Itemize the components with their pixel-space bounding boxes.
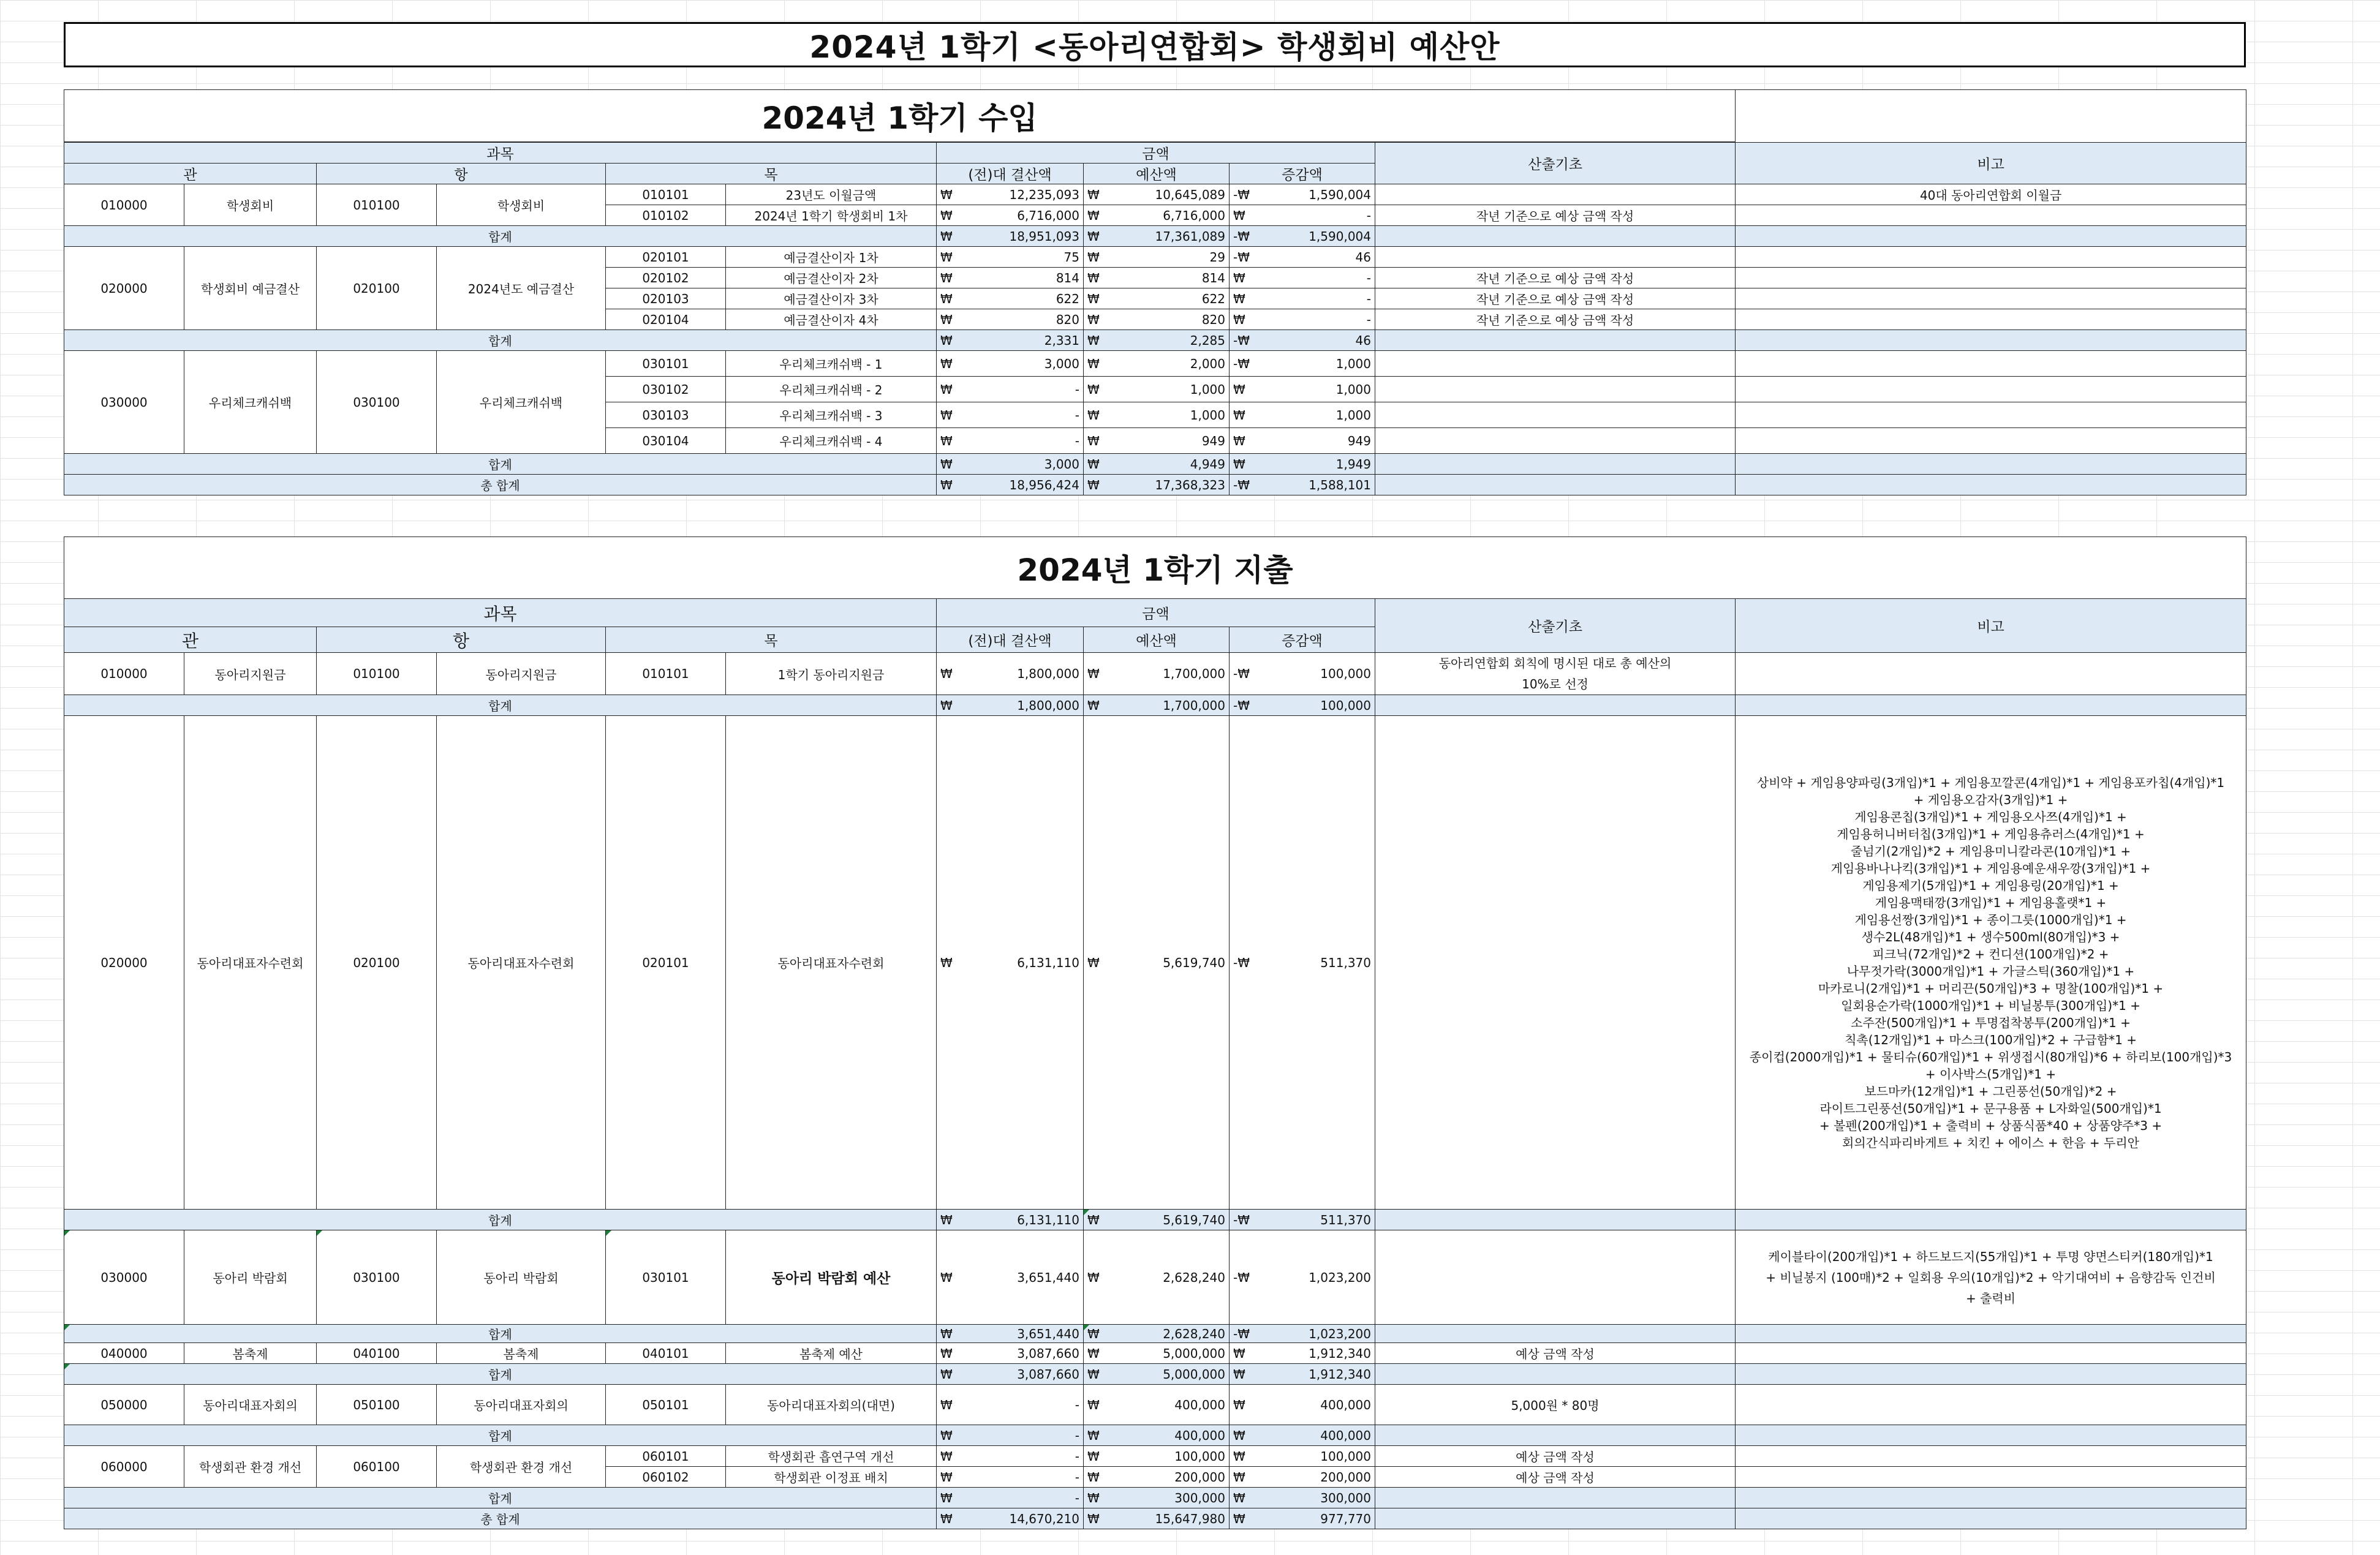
header-prev: (전)대 결산액 (937, 164, 1084, 184)
hang-name: 동아리대표자수련회 (437, 716, 606, 1210)
prev-amount: ₩ - (937, 402, 1084, 428)
budget-amount: ₩ 820 (1084, 309, 1230, 330)
subtotal-row (64, 454, 2246, 475)
basis: 작년 기준으로 예상 금액 작성 (1375, 268, 1736, 288)
subtotal-row: 합계 ₩ 3,087,660 ₩ 5,000,000 ₩ 1,912,340 (64, 1364, 2246, 1385)
mok-code: 010101 (606, 184, 726, 205)
gwan-name: 학생회비 예금결산 (184, 247, 317, 330)
prev-amount: ₩ 75 (937, 247, 1084, 268)
remark-line: 칙촉(12개입)*1 + 마스크(100개입)*2 + 구급함*1 + (1845, 1032, 2137, 1047)
gwan-name: 학생회비 (184, 184, 317, 226)
mok-code: 060101 (606, 1446, 726, 1467)
mok-name: 동아리대표자회의(대면) (726, 1385, 937, 1425)
table-row (64, 653, 2246, 695)
prev-amount: ₩ 1,800,000 (937, 653, 1084, 695)
remark-line: 라이트그린풍선(50개입)*1 + 문구용품 + L자화일(500개입)*1 (1819, 1101, 2162, 1116)
remark-line: 회의간식파리바게트 + 치킨 + 에이스 + 한음 + 두리안 (1842, 1135, 2140, 1150)
header-hang: 항 (317, 164, 606, 184)
budget-amount: ₩ 400,000 (1084, 1385, 1230, 1425)
gwan-name: 동아리지원금 (184, 653, 317, 695)
remark-line: 게임용바나나킥(3개입)*1 + 게임용예운새우깡(3개입)*1 + (1830, 860, 2151, 876)
mok-name: 우리체크캐쉬백 - 1 (726, 351, 937, 377)
budget-amount: ₩ 949 (1084, 428, 1230, 454)
budget-amount: ₩ 6,716,000 (1084, 205, 1230, 226)
gwan-name: 봄축제 (184, 1343, 317, 1364)
remark: 40대 동아리연합회 이월금 (1736, 184, 2246, 205)
table-row (64, 1385, 2246, 1425)
basis: 동아리연합회 회칙에 명시된 대로 총 예산의 10%로 선정 (1375, 653, 1736, 695)
header-basis: 산출기초 (1375, 143, 1736, 184)
header-gwan: 관 (64, 627, 317, 653)
mok-code: 010101 (606, 653, 726, 695)
remark-line: 나무젓가락(3000개입)*1 + 가글스틱(360개입)*1 + (1846, 963, 2135, 979)
diff-amount: -₩ 511,370 (1230, 716, 1375, 1210)
budget-amount: ₩ 2,000 (1084, 351, 1230, 377)
diff-amount: ₩ 949 (1230, 428, 1375, 454)
hang-code: 010100 (317, 653, 437, 695)
diff-amount: -₩ 1,588,101 (1230, 475, 1375, 495)
header-gwan: 관 (64, 164, 317, 184)
subtotal-label: 합계 (64, 226, 937, 247)
subtotal-label: 합계 (64, 330, 937, 351)
hang-code: 050100 (317, 1385, 437, 1425)
budget-amount: ₩ 1,000 (1084, 377, 1230, 402)
remark (1736, 428, 2246, 454)
hang-code: 060100 (317, 1446, 437, 1488)
hang-name: 우리체크캐쉬백 (437, 351, 606, 454)
diff-amount: -₩ 1,000 (1230, 351, 1375, 377)
diff-amount: -₩ 46 (1230, 247, 1375, 268)
basis (1375, 184, 1736, 205)
table-row (64, 716, 2246, 1210)
mok-name: 동아리대표자수련회 (726, 716, 937, 1210)
prev-amount: ₩ 814 (937, 268, 1084, 288)
expense-table (64, 537, 2246, 1529)
expense-title: 2024년 1학기 지출 (64, 537, 2246, 599)
basis: 예상 금액 작성 (1375, 1446, 1736, 1467)
header-budget: 예산액 (1084, 164, 1230, 184)
basis (1375, 377, 1736, 402)
mok-name: 우리체크캐쉬백 - 3 (726, 402, 937, 428)
remark-line: 케이블타이(200개입)*1 + 하드보드지(55개입)*1 + 투명 양면스티커(180개입)*1 (1768, 1249, 2213, 1264)
grand-total-row: 총 합계 ₩ 14,670,210 ₩ 15,647,980 ₩ 977,770 (64, 1508, 2246, 1529)
budget-amount: ₩ 1,700,000 (1084, 653, 1230, 695)
table-row (64, 247, 2246, 268)
prev-amount: ₩ 12,235,093 (937, 184, 1084, 205)
hang-code: 010100 (317, 184, 437, 226)
mok-name: 우리체크캐쉬백 - 2 (726, 377, 937, 402)
remark-line: + 볼펜(200개입)*1 + 출력비 + 상품식품*40 + 상품양주*3 + (1819, 1118, 2163, 1133)
diff-amount: -₩ 46 (1230, 330, 1375, 351)
mok-code: 060102 (606, 1467, 726, 1488)
diff-amount: ₩ - (1230, 288, 1375, 309)
diff-amount: ₩ 1,000 (1230, 377, 1375, 402)
hang-name: 동아리대표자회의 (437, 1385, 606, 1425)
diff-amount: ₩ - (1230, 205, 1375, 226)
remark-line: 게임용콘칩(3개입)*1 + 게임용오사쯔(4개입)*1 + (1854, 809, 2127, 824)
prev-amount: ₩ 3,087,660 (937, 1343, 1084, 1364)
remark-line: + 이사박스(5개입)*1 + (1925, 1066, 2057, 1082)
subtotal-row (64, 330, 2246, 351)
remark (1736, 309, 2246, 330)
header-hang: 항 (317, 627, 606, 653)
budget-amount: ₩ 200,000 (1084, 1467, 1230, 1488)
remark-line: 게임용맥태깡(3개입)*1 + 게임용홀랫*1 + (1875, 895, 2107, 910)
prev-amount: ₩ 820 (937, 309, 1084, 330)
basis: 예상 금액 작성 (1375, 1343, 1736, 1364)
prev-amount: ₩ 3,000 (937, 351, 1084, 377)
header-mok: 목 (606, 164, 937, 184)
subtotal-row: 합계 ₩ - ₩ 400,000 ₩ 400,000 (64, 1425, 2246, 1446)
prev-amount: ₩ 18,956,424 (937, 475, 1084, 495)
prev-amount: ₩ - (937, 1385, 1084, 1425)
mok-code: 030101 (606, 1230, 726, 1325)
prev-amount: ₩ - (937, 377, 1084, 402)
gwan-code: 010000 (64, 184, 184, 226)
income-title: 2024년 1학기 수입 (64, 90, 1736, 142)
mok-name: 우리체크캐쉬백 - 4 (726, 428, 937, 454)
budget-amount: ₩ 10,645,089 (1084, 184, 1230, 205)
subtotal-row: 합계 ₩ 3,651,440 ₩ 2,628,240 -₩ 1,023,200 (64, 1325, 2246, 1343)
hang-name: 동아리지원금 (437, 653, 606, 695)
gwan-name: 동아리대표자회의 (184, 1385, 317, 1425)
basis: 5,000원 * 80명 (1375, 1385, 1736, 1425)
header-remark: 비고 (1736, 599, 2246, 653)
gwan-code: 020000 (64, 716, 184, 1210)
mok-code: 030101 (606, 351, 726, 377)
remark (1736, 402, 2246, 428)
diff-amount: ₩ 1,949 (1230, 454, 1375, 475)
header-subject: 과목 (64, 599, 937, 627)
header-diff: 증감액 (1230, 164, 1375, 184)
remark-line: 피크닉(72개입)*2 + 컨디션(100개입)*2 + (1872, 946, 2109, 962)
prev-amount: ₩ 18,951,093 (937, 226, 1084, 247)
hang-code: 030100 (317, 351, 437, 454)
gwan-code: 010000 (64, 653, 184, 695)
diff-amount: -₩ 1,590,004 (1230, 226, 1375, 247)
diff-amount: ₩ - (1230, 309, 1375, 330)
budget-amount: ₩ 17,368,323 (1084, 475, 1230, 495)
remark-line: 보드마카(12개입)*1 + 그린풍선(50개입)*2 + (1864, 1083, 2117, 1099)
remark-line: 게임용제기(5개입)*1 + 게임용링(20개입)*1 + (1862, 878, 2119, 893)
remark (1736, 205, 2246, 226)
diff-amount: -₩ 1,590,004 (1230, 184, 1375, 205)
remark-line: 줄넘기(2개입)*2 + 게임용미니칼라콘(10개입)*1 + (1850, 843, 2131, 859)
mok-name: 동아리 박람회 예산 (726, 1230, 937, 1325)
income-table (64, 89, 2246, 495)
table-row (64, 1446, 2246, 1467)
remark-line: 종이컵(2000개입)*1 + 물티슈(60개입)*1 + 위생접시(80개입)*6 + 하리보(100개입)*3 (1749, 1049, 2232, 1064)
header-mok: 목 (606, 627, 937, 653)
gwan-code: 040000 (64, 1343, 184, 1364)
hang-code: 030100 (317, 1230, 437, 1325)
budget-amount: ₩ 4,949 (1084, 454, 1230, 475)
gwan-name: 학생회관 환경 개선 (184, 1446, 317, 1488)
diff-amount: -₩ 1,023,200 (1230, 1230, 1375, 1325)
prev-amount: ₩ - (937, 1467, 1084, 1488)
remark-line: 마카로니(2개입)*1 + 머리끈(50개입)*3 + 명찰(100개입)*1 + (1818, 981, 2164, 996)
subtotal-row: 합계 ₩ 6,131,110 ₩ 5,619,740 -₩ 511,370 (64, 1210, 2246, 1230)
diff-amount: ₩ 1,000 (1230, 402, 1375, 428)
gwan-code: 050000 (64, 1385, 184, 1425)
mok-name: 예금결산이자 1차 (726, 247, 937, 268)
remark-itemized (1736, 716, 2246, 1210)
remark-line: + 출력비 (1965, 1290, 2016, 1306)
header-budget: 예산액 (1084, 627, 1230, 653)
basis (1375, 247, 1736, 268)
remark (1736, 247, 2246, 268)
remark (1736, 351, 2246, 377)
table-row (64, 351, 2246, 377)
mok-name: 2024년 1학기 학생회비 1차 (726, 205, 937, 226)
mok-name: 예금결산이자 2차 (726, 268, 937, 288)
remark-line: + 비닐봉지 (100매)*2 + 일회용 우의(10개입)*2 + 악기대여비 + 음향감독 인건비 (1766, 1270, 2216, 1285)
hang-code: 020100 (317, 247, 437, 330)
budget-amount: ₩ 2,285 (1084, 330, 1230, 351)
subtotal-label: 합계 (64, 454, 937, 475)
diff-amount: ₩ - (1230, 268, 1375, 288)
hang-name: 2024년도 예금결산 (437, 247, 606, 330)
remark-line: 게임용선짱(3개입)*1 + 종이그릇(1000개입)*1 + (1854, 912, 2127, 927)
remark (1736, 377, 2246, 402)
mok-code: 020104 (606, 309, 726, 330)
prev-amount: ₩ 6,716,000 (937, 205, 1084, 226)
mok-code: 030103 (606, 402, 726, 428)
grand-total-row (64, 475, 2246, 495)
remark-line: 생수2L(48개입)*1 + 생수500ml(80개입)*3 + (1861, 929, 2120, 944)
hang-name: 동아리 박람회 (437, 1230, 606, 1325)
hang-code: 040100 (317, 1343, 437, 1364)
subtotal-row: 합계 ₩ - ₩ 300,000 ₩ 300,000 (64, 1488, 2246, 1508)
remark-line: 게임용허니버터칩(3개입)*1 + 게임용츄러스(4개입)*1 + (1837, 826, 2145, 842)
table-row (64, 1343, 2246, 1364)
mok-name: 예금결산이자 4차 (726, 309, 937, 330)
budget-amount: ₩ 622 (1084, 288, 1230, 309)
prev-amount: ₩ 3,000 (937, 454, 1084, 475)
diff-amount: ₩ 200,000 (1230, 1467, 1375, 1488)
budget-amount: ₩ 5,619,740 (1084, 716, 1230, 1210)
subtotal-row (64, 226, 2246, 247)
mok-name: 봄축제 예산 (726, 1343, 937, 1364)
basis: 작년 기준으로 예상 금액 작성 (1375, 288, 1736, 309)
remark (1736, 268, 2246, 288)
diff-amount: ₩ 400,000 (1230, 1385, 1375, 1425)
hang-name: 학생회관 환경 개선 (437, 1446, 606, 1488)
budget-amount: ₩ 2,628,240 (1084, 1230, 1230, 1325)
header-subject: 과목 (64, 143, 937, 164)
mok-name: 1학기 동아리지원금 (726, 653, 937, 695)
main-title: 2024년 1학기 <동아리연합회> 학생회비 예산안 (64, 22, 2246, 67)
budget-amount: ₩ 1,000 (1084, 402, 1230, 428)
remark-line: + 게임용오감자(3개입)*1 + (1913, 792, 2068, 807)
remark-line: 일회용순가락(1000개입)*1 + 비닐봉투(300개입)*1 + (1841, 998, 2140, 1013)
table-row (64, 1230, 2246, 1325)
budget-amount: ₩ 5,000,000 (1084, 1343, 1230, 1364)
mok-code: 050101 (606, 1385, 726, 1425)
diff-amount: ₩ 100,000 (1230, 1446, 1375, 1467)
prev-amount: ₩ 3,651,440 (937, 1230, 1084, 1325)
gwan-code: 060000 (64, 1446, 184, 1488)
remark-line: 소주잔(500개입)*1 + 투명접착봉투(200개입)*1 + (1851, 1015, 2131, 1030)
gwan-code: 020000 (64, 247, 184, 330)
remark-line: 상비약 + 게임용양파링(3개입)*1 + 게임용꼬깔콘(4개입)*1 + 게임용포카칩(4개입)*1 (1756, 775, 2225, 790)
hang-name: 봄축제 (437, 1343, 606, 1364)
mok-code: 030102 (606, 377, 726, 402)
budget-amount: ₩ 100,000 (1084, 1446, 1230, 1467)
basis (1375, 351, 1736, 377)
prev-amount: ₩ - (937, 428, 1084, 454)
header-diff: 증감액 (1230, 627, 1375, 653)
hang-name: 학생회비 (437, 184, 606, 226)
mok-code: 010102 (606, 205, 726, 226)
basis: 작년 기준으로 예상 금액 작성 (1375, 309, 1736, 330)
remark (1736, 288, 2246, 309)
mok-code: 030104 (606, 428, 726, 454)
mok-name: 예금결산이자 3차 (726, 288, 937, 309)
mok-code: 020102 (606, 268, 726, 288)
mok-code: 040101 (606, 1343, 726, 1364)
mok-name: 학생회관 이정표 배치 (726, 1467, 937, 1488)
gwan-name: 우리체크캐쉬백 (184, 351, 317, 454)
gwan-code: 030000 (64, 1230, 184, 1325)
mok-name: 23년도 이월금액 (726, 184, 937, 205)
header-basis: 산출기초 (1375, 599, 1736, 653)
diff-amount: -₩ 100,000 (1230, 653, 1375, 695)
grand-total-label: 총 합계 (64, 475, 937, 495)
budget-amount: ₩ 29 (1084, 247, 1230, 268)
gwan-name: 동아리 박람회 (184, 1230, 317, 1325)
basis (1375, 428, 1736, 454)
mok-code: 020103 (606, 288, 726, 309)
mok-code: 020101 (606, 247, 726, 268)
prev-amount: ₩ 2,331 (937, 330, 1084, 351)
remark-itemized (1736, 1230, 2246, 1325)
budget-amount: ₩ 17,361,089 (1084, 226, 1230, 247)
budget-amount: ₩ 814 (1084, 268, 1230, 288)
prev-amount: ₩ 622 (937, 288, 1084, 309)
basis: 예상 금액 작성 (1375, 1467, 1736, 1488)
header-amount: 금액 (937, 143, 1375, 164)
gwan-name: 동아리대표자수련회 (184, 716, 317, 1210)
header-amount: 금액 (937, 599, 1375, 627)
header-prev: (전)대 결산액 (937, 627, 1084, 653)
diff-amount: ₩ 1,912,340 (1230, 1343, 1375, 1364)
header-remark: 비고 (1736, 143, 2246, 184)
prev-amount: ₩ 6,131,110 (937, 716, 1084, 1210)
prev-amount: ₩ - (937, 1446, 1084, 1467)
basis: 작년 기준으로 예상 금액 작성 (1375, 205, 1736, 226)
subtotal-row: 합계 ₩ 1,800,000 ₩ 1,700,000 -₩ 100,000 (64, 695, 2246, 716)
gwan-code: 030000 (64, 351, 184, 454)
mok-name: 학생회관 흡연구역 개선 (726, 1446, 937, 1467)
table-row (64, 184, 2246, 205)
basis (1375, 402, 1736, 428)
mok-code: 020101 (606, 716, 726, 1210)
hang-code: 020100 (317, 716, 437, 1210)
